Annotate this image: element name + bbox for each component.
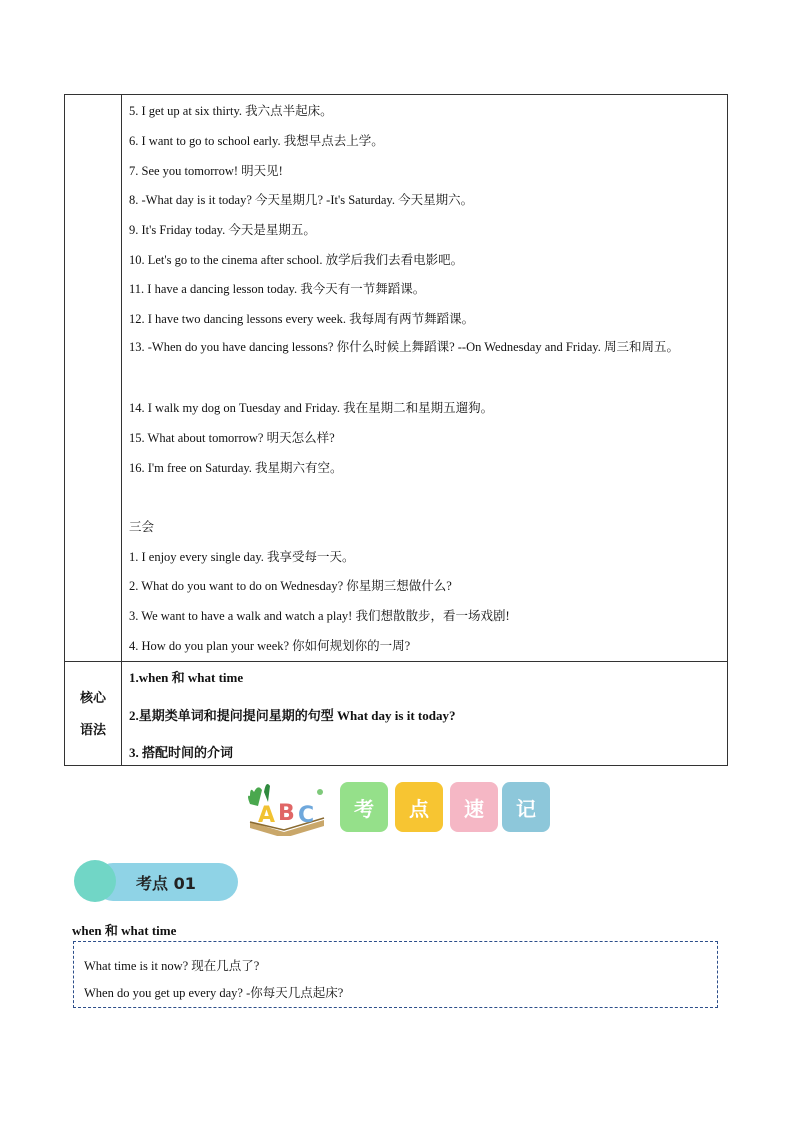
sentence-15: 15. What about tomorrow? 明天怎么样? (129, 431, 335, 445)
section-heading: 三会 (129, 520, 155, 534)
sentence-16: 16. I'm free on Saturday. 我星期六有空。 (129, 461, 343, 475)
example-1: What time is it now? 现在几点了? (84, 959, 260, 973)
grammar-point-2: 2.星期类单词和提问提问星期的句型 What day is it today? (129, 708, 456, 723)
svg-text:A: A (258, 803, 276, 828)
sentence-6: 6. I want to go to school early. 我想早点去上学。 (129, 134, 384, 148)
tile-dian: 点 (395, 782, 443, 832)
kaodian-label-pill (74, 860, 238, 902)
kaodian-label: 考点 01 (136, 874, 196, 893)
grammar-point-3: 3. 搭配时间的介词 (129, 745, 234, 760)
pill-circle (74, 860, 116, 902)
section-sentence-3: 3. We want to have a walk and watch a play! 我们想散散步，看一场戏剧! (129, 609, 510, 623)
tile-ji: 记 (502, 782, 550, 832)
sentence-11: 11. I have a dancing lesson today. 我今天有一节舞蹈课。 (129, 282, 426, 296)
grammar-label-2: 语法 (79, 723, 106, 738)
grammar-point-1: 1.when 和 what time (129, 670, 244, 685)
section-sentence-2: 2. What do you want to do on Wednesday? 你星期三想做什么? (129, 579, 452, 593)
sentence-10: 10. Let's go to the cinema after school. 放学后我们去看电影吧。 (129, 253, 464, 267)
abc-book-icon (244, 782, 330, 836)
sentence-8: 8. -What day is it today? 今天星期几? -It's Saturday. 今天星期六。 (129, 193, 474, 207)
column-divider (121, 95, 122, 765)
tile-su: 速 (450, 782, 498, 832)
vocabulary-table (64, 94, 728, 766)
svg-text:C: C (298, 803, 315, 828)
sentence-14: 14. I walk my dog on Tuesday and Friday. 我在星期二和星期五遛狗。 (129, 401, 494, 415)
sentence-7: 7. See you tomorrow! 明天见! (129, 164, 283, 178)
section-sentence-1: 1. I enjoy every single day. 我享受每一天。 (129, 550, 355, 564)
row-divider (65, 661, 727, 662)
example-2: When do you get up every day? -你每天几点起床? (84, 986, 344, 1000)
tile-kao: 考 (340, 782, 388, 832)
section-sentence-4: 4. How do you plan your week? 你如何规划你的一周? (129, 639, 411, 653)
grammar-label-1: 核心 (79, 691, 106, 706)
kaodian-title: when 和 what time (72, 923, 177, 938)
sentence-13: 13. -When do you have dancing lessons? 你什么时候上舞蹈课? --On Wednesday and Friday. 周三和周五。 (129, 340, 679, 354)
sentence-5: 5. I get up at six thirty. 我六点半起床。 (129, 104, 333, 118)
sentence-9: 9. It's Friday today. 今天是星期五。 (129, 223, 316, 237)
kaodian-banner (244, 782, 554, 836)
svg-text:B: B (278, 801, 295, 826)
sentence-12: 12. I have two dancing lessons every week. 我每周有两节舞蹈课。 (129, 312, 475, 326)
example-box (73, 941, 718, 1008)
